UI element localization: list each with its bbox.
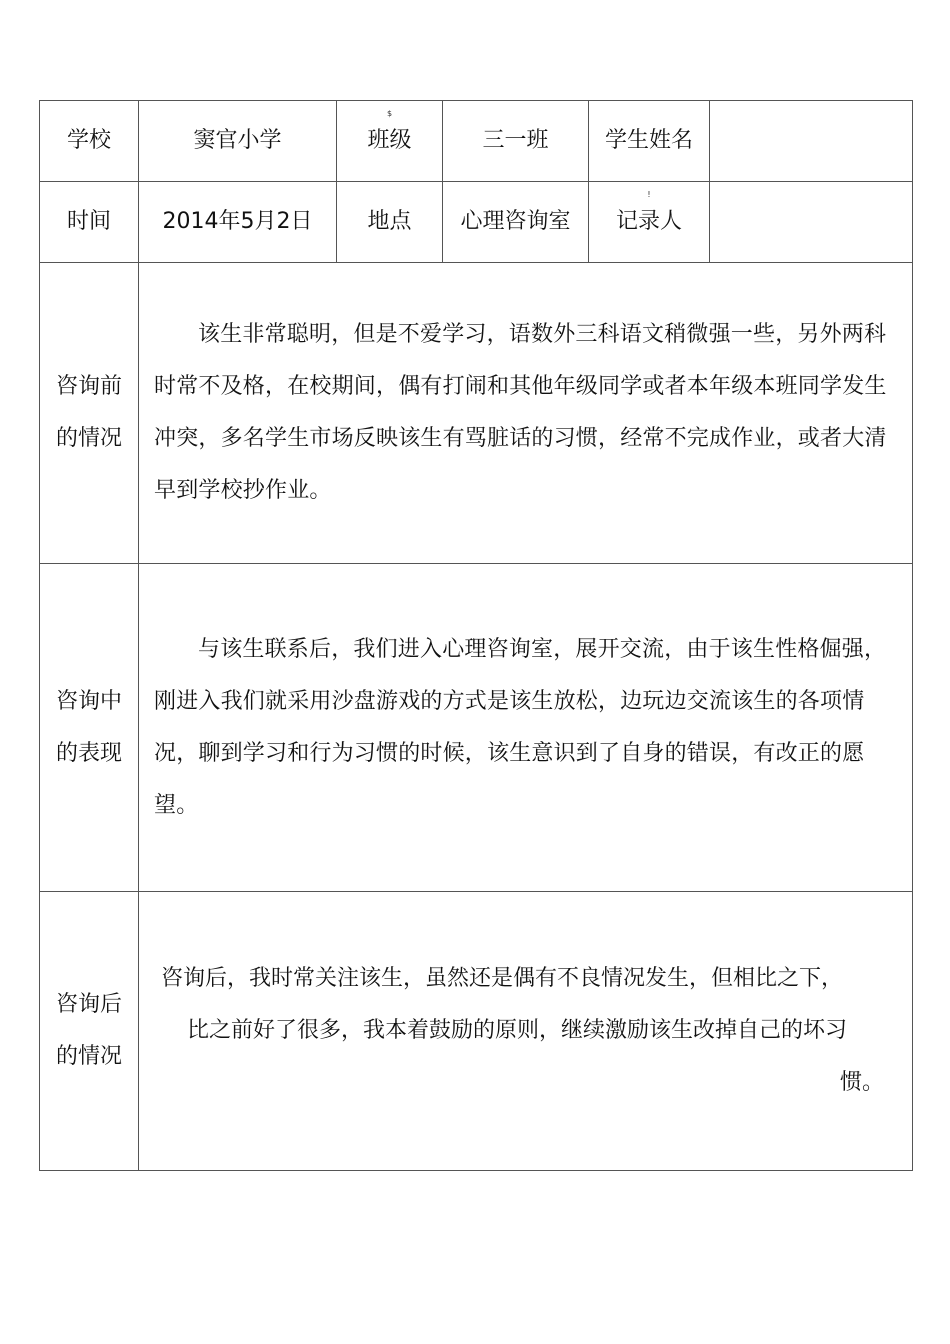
section-before xyxy=(40,263,913,564)
recorder-label-cell xyxy=(589,182,710,263)
after-label-line2: 的情况 xyxy=(55,1044,122,1069)
before-label-line2: 的情况 xyxy=(55,426,122,451)
class-value: 三一班 xyxy=(443,101,589,182)
recorder-label-wrap xyxy=(615,189,682,235)
during-label-line1: 咨询中 xyxy=(55,688,122,714)
section-during xyxy=(40,564,913,892)
header-row-1 xyxy=(40,101,913,182)
class-label-cell xyxy=(337,101,443,182)
time-label: 时间 xyxy=(40,182,139,263)
section-after xyxy=(40,892,913,1171)
after-content-cell xyxy=(139,892,913,1171)
student-name-value xyxy=(710,101,913,182)
recorder-stray-mark: ! xyxy=(647,189,651,199)
during-label xyxy=(40,564,139,892)
class-label-wrap xyxy=(367,108,412,154)
during-content-cell xyxy=(139,564,913,892)
class-label: 班级 xyxy=(367,127,412,153)
place-value: 心理咨询室 xyxy=(443,182,589,263)
before-content-cell xyxy=(139,263,913,564)
counseling-record-table xyxy=(39,100,913,1171)
during-text: 与该生联系后，我们进入心理咨询室，展开交流，由于该生性格倔强，刚进入我们就采用沙盘游戏的方式是该生放松，边玩边交流该生的各项情况，聊到学习和行为习惯的时候，该生意识到了自身的错误，有改正的愿望。 xyxy=(154,636,887,818)
recorder-label: 记录人 xyxy=(615,208,682,234)
after-text-line1: 咨询后，我时常关注该生，虽然还是偶有不良情况发生，但相比之下， xyxy=(161,966,844,991)
student-name-label: 学生姓名 xyxy=(589,101,710,182)
after-text xyxy=(139,953,912,1109)
place-label: 地点 xyxy=(337,182,443,263)
class-stray-mark: $ xyxy=(386,108,393,118)
during-label-line2: 的表现 xyxy=(55,740,122,766)
before-text: 该生非常聪明，但是不爱学习，语数外三科语文稍微强一些，另外两科时常不及格，在校期间，偶有打闹和其他年级同学或者本年级本班同学发生冲突，多名学生市场反映该生有骂脏话的习惯，经常不完成作业，或者大清早到学校抄作业。 xyxy=(154,322,887,503)
time-value: 2014年5月2日 xyxy=(139,182,337,263)
header-row-2 xyxy=(40,182,913,263)
recorder-value xyxy=(710,182,913,263)
after-text-line3: 惯。 xyxy=(839,1070,884,1095)
after-label-line1: 咨询后 xyxy=(55,992,122,1017)
before-label xyxy=(40,263,139,564)
after-text-line2: 比之前好了很多，我本着鼓励的原则，继续激励该生改掉自己的坏习 xyxy=(187,1018,848,1043)
after-label xyxy=(40,892,139,1171)
school-value: 窦官小学 xyxy=(139,101,337,182)
before-label-line1: 咨询前 xyxy=(55,374,122,399)
school-label: 学校 xyxy=(40,101,139,182)
